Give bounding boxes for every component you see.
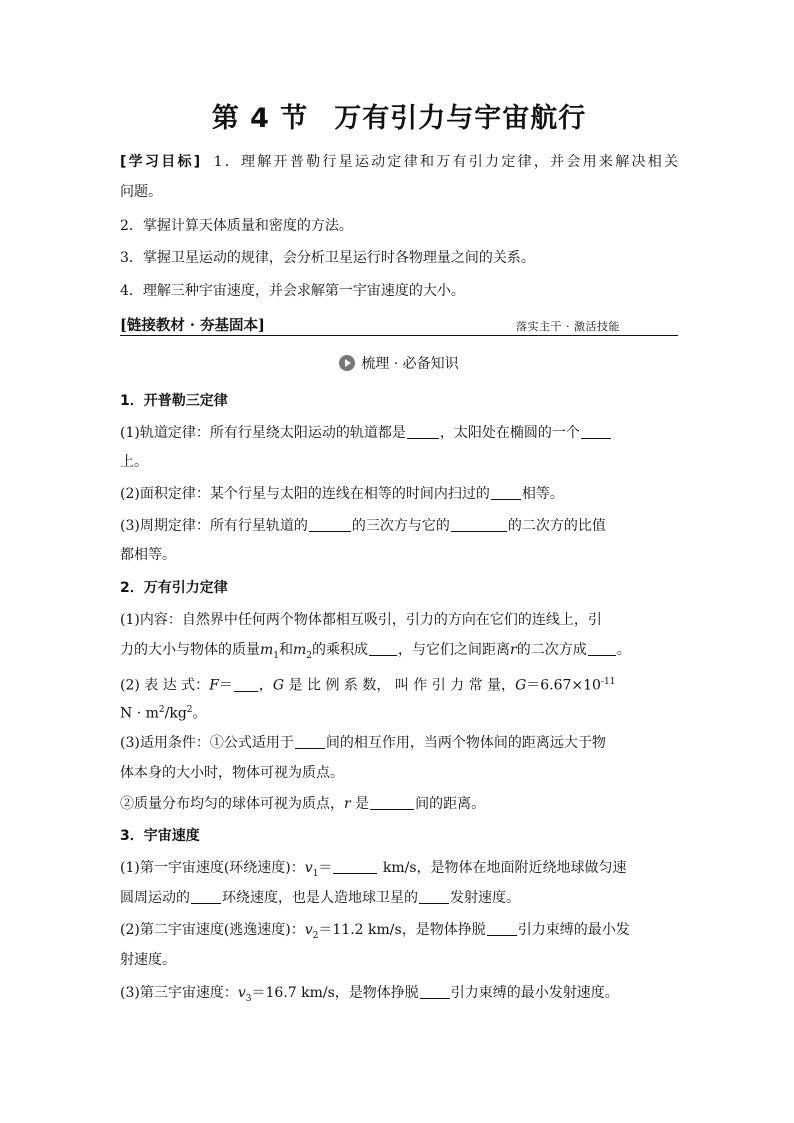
- var-m2: m: [293, 642, 307, 658]
- s2-p1b: 力的大小与物体的质量: [120, 642, 260, 658]
- s1-p2a: (2)面积定律：某个行星与太阳的连线在相等的时间内扫过的: [120, 486, 490, 502]
- s1-p2: [120, 484, 678, 504]
- s2-p1: (1)内容：自然界中任何两个物体都相互吸引，引力的方向在它们的连线上，引: [120, 612, 602, 628]
- s3-p3b: ＝16.7 km/s，是物体挣脱: [251, 985, 419, 1001]
- s2-p1-cont: [120, 640, 678, 666]
- var-m1: m: [260, 642, 274, 658]
- s2-heading: 2．万有引力定律: [120, 580, 228, 596]
- s2-p2d: ＝6.67×10: [526, 677, 601, 694]
- var-r2: r: [344, 796, 351, 812]
- blank: [333, 859, 377, 874]
- objective-3: 3．掌握卫星运动的规律，会分析卫星运行时各物理量之间的关系。: [120, 250, 535, 266]
- s2-p2b: ，: [258, 677, 273, 694]
- sub-v1: 1: [312, 868, 319, 879]
- s3-p2b: ＝11.2 km/s，是物体挣脱: [318, 922, 486, 938]
- s3-p1b: km/s，是物体在地面附近绕地球做匀速: [382, 860, 627, 876]
- s2-p4: [120, 794, 678, 814]
- s1-p1-cont: 上。: [120, 454, 148, 470]
- s3-p2a: (2)第二宇宙速度(逃逸速度)：: [120, 922, 305, 938]
- s3-p3: [120, 983, 678, 1009]
- s2-p1f: 。: [616, 642, 631, 658]
- sub-v3: 3: [245, 993, 252, 1004]
- var-r: r: [510, 642, 517, 658]
- objectives-label: [学习目标]: [120, 154, 201, 170]
- var-F: F: [209, 677, 219, 694]
- blank: [491, 485, 521, 500]
- s2-p3: [120, 733, 678, 753]
- exponent: -11: [600, 677, 616, 687]
- s1-heading: 1．开普勒三定律: [120, 393, 228, 409]
- s2-and: 和: [279, 642, 294, 658]
- s2-p1c: 的乘积成: [312, 642, 369, 658]
- var-G2: G: [515, 677, 527, 694]
- s2-p2: [120, 672, 678, 696]
- objective-1-text: 1．理解开普勒行星运动定律和万有引力定律，并会用来解决相关: [213, 154, 678, 170]
- title-section-number: 第 4 节: [211, 103, 309, 134]
- s1-p3b: 的三次方与它的: [351, 518, 450, 534]
- title-text: 万有引力与宇宙航行: [334, 103, 587, 134]
- s3-p2-cont: 射速度。: [120, 952, 176, 968]
- sub-1: 1: [273, 650, 280, 661]
- blank: [407, 424, 439, 439]
- s2-p2f: /kg: [164, 705, 187, 722]
- s3-heading: 3．宇宙速度: [120, 828, 200, 844]
- s3-p1c: 圆周运动的: [120, 890, 190, 906]
- blank: [588, 641, 616, 656]
- blank: [295, 734, 325, 749]
- var-v3: v: [237, 985, 246, 1001]
- subheading: [120, 353, 678, 373]
- sub-2: 2: [306, 650, 313, 661]
- blank: [370, 795, 414, 810]
- s2-p2-cont: [120, 700, 678, 724]
- s1-p1b: ，太阳处在椭圆的一个: [439, 425, 580, 441]
- objective-1-cont: 问题。: [120, 184, 162, 200]
- s2-p2c: 是 比 例 系 数， 叫 作 引 力 常 量，: [288, 677, 516, 694]
- s3-p1-cont: [120, 888, 678, 908]
- s3-p2c: 引力束缚的最小发: [517, 922, 630, 938]
- s2-p1d: ，与它们之间距离: [398, 642, 511, 658]
- s3-p2: [120, 920, 678, 946]
- sup-2b: 2: [186, 705, 193, 715]
- s2-p2e: N · m: [120, 705, 159, 722]
- sub-v2: 2: [312, 930, 319, 941]
- equals-v1: ＝: [318, 860, 333, 876]
- s3-p1a: (1)第一宇宙速度(环绕速度)：: [120, 860, 305, 876]
- blank: [420, 984, 450, 999]
- blank: [369, 641, 397, 656]
- s2-p1e: 的二次方成: [516, 642, 587, 658]
- blank: [419, 889, 449, 904]
- objective-2: 2．掌握计算天体质量和密度的方法。: [120, 218, 353, 234]
- blank: [309, 517, 351, 532]
- s3-p1e: 发射速度。: [450, 890, 520, 906]
- s3-p3a: (3)第三宇宙速度：: [120, 985, 238, 1001]
- s2-p2g: 。: [192, 705, 207, 722]
- var-v2: v: [304, 922, 313, 938]
- play-circle-icon: [339, 355, 355, 371]
- s1-p3: [120, 516, 678, 536]
- s2-p3-cont: 体本身的大小时，物体可视为质点。: [120, 765, 344, 781]
- s1-p1a: (1)轨道定律：所有行星绕太阳运动的轨道都是: [120, 425, 406, 441]
- blank: [581, 424, 611, 439]
- band-left-label: [链接教材 · 夯基固本]: [120, 317, 265, 334]
- section-band: [120, 314, 678, 334]
- s1-p1: [120, 423, 678, 443]
- s3-p3c: 引力束缚的最小发射速度。: [450, 985, 619, 1001]
- blank: [234, 677, 258, 692]
- s2-p4b: 是: [355, 796, 370, 812]
- s2-p2a: (2) 表 达 式：: [120, 677, 210, 694]
- s1-p2b: 相等。: [521, 486, 564, 502]
- s1-p3c: 的二次方的比值: [507, 518, 606, 534]
- var-v1: v: [304, 860, 313, 876]
- equals: ＝: [218, 677, 233, 694]
- objective-4: 4．理解三种宇宙速度，并会求解第一宇宙速度的大小。: [120, 283, 465, 299]
- band-rule: [120, 335, 678, 336]
- s1-p3-cont: 都相等。: [120, 547, 176, 563]
- s1-p3a: (3)周期定律：所有行星轨道的: [120, 518, 308, 534]
- page-title: [120, 96, 678, 135]
- blank: [191, 889, 221, 904]
- s2-p3a: (3)适用条件：①公式适用于: [120, 735, 294, 751]
- s3-p1d: 环绕速度，也是人造地球卫星的: [222, 890, 418, 906]
- objective-1: [120, 152, 678, 172]
- s3-p1: [120, 858, 678, 884]
- blank: [487, 921, 517, 936]
- subheading-text: 梳理 · 必备知识: [361, 356, 459, 372]
- band-right-label: 落实主干 · 激活技能: [516, 320, 620, 333]
- sup-2: 2: [158, 705, 165, 715]
- blank: [451, 517, 507, 532]
- s2-p4c: 间的距离。: [415, 796, 486, 812]
- var-G: G: [272, 677, 285, 694]
- s2-p3b: 间的相互作用，当两个物体间的距离远大于物: [325, 735, 606, 751]
- s2-p4a: ②质量分布均匀的球体可视为质点，: [120, 796, 344, 812]
